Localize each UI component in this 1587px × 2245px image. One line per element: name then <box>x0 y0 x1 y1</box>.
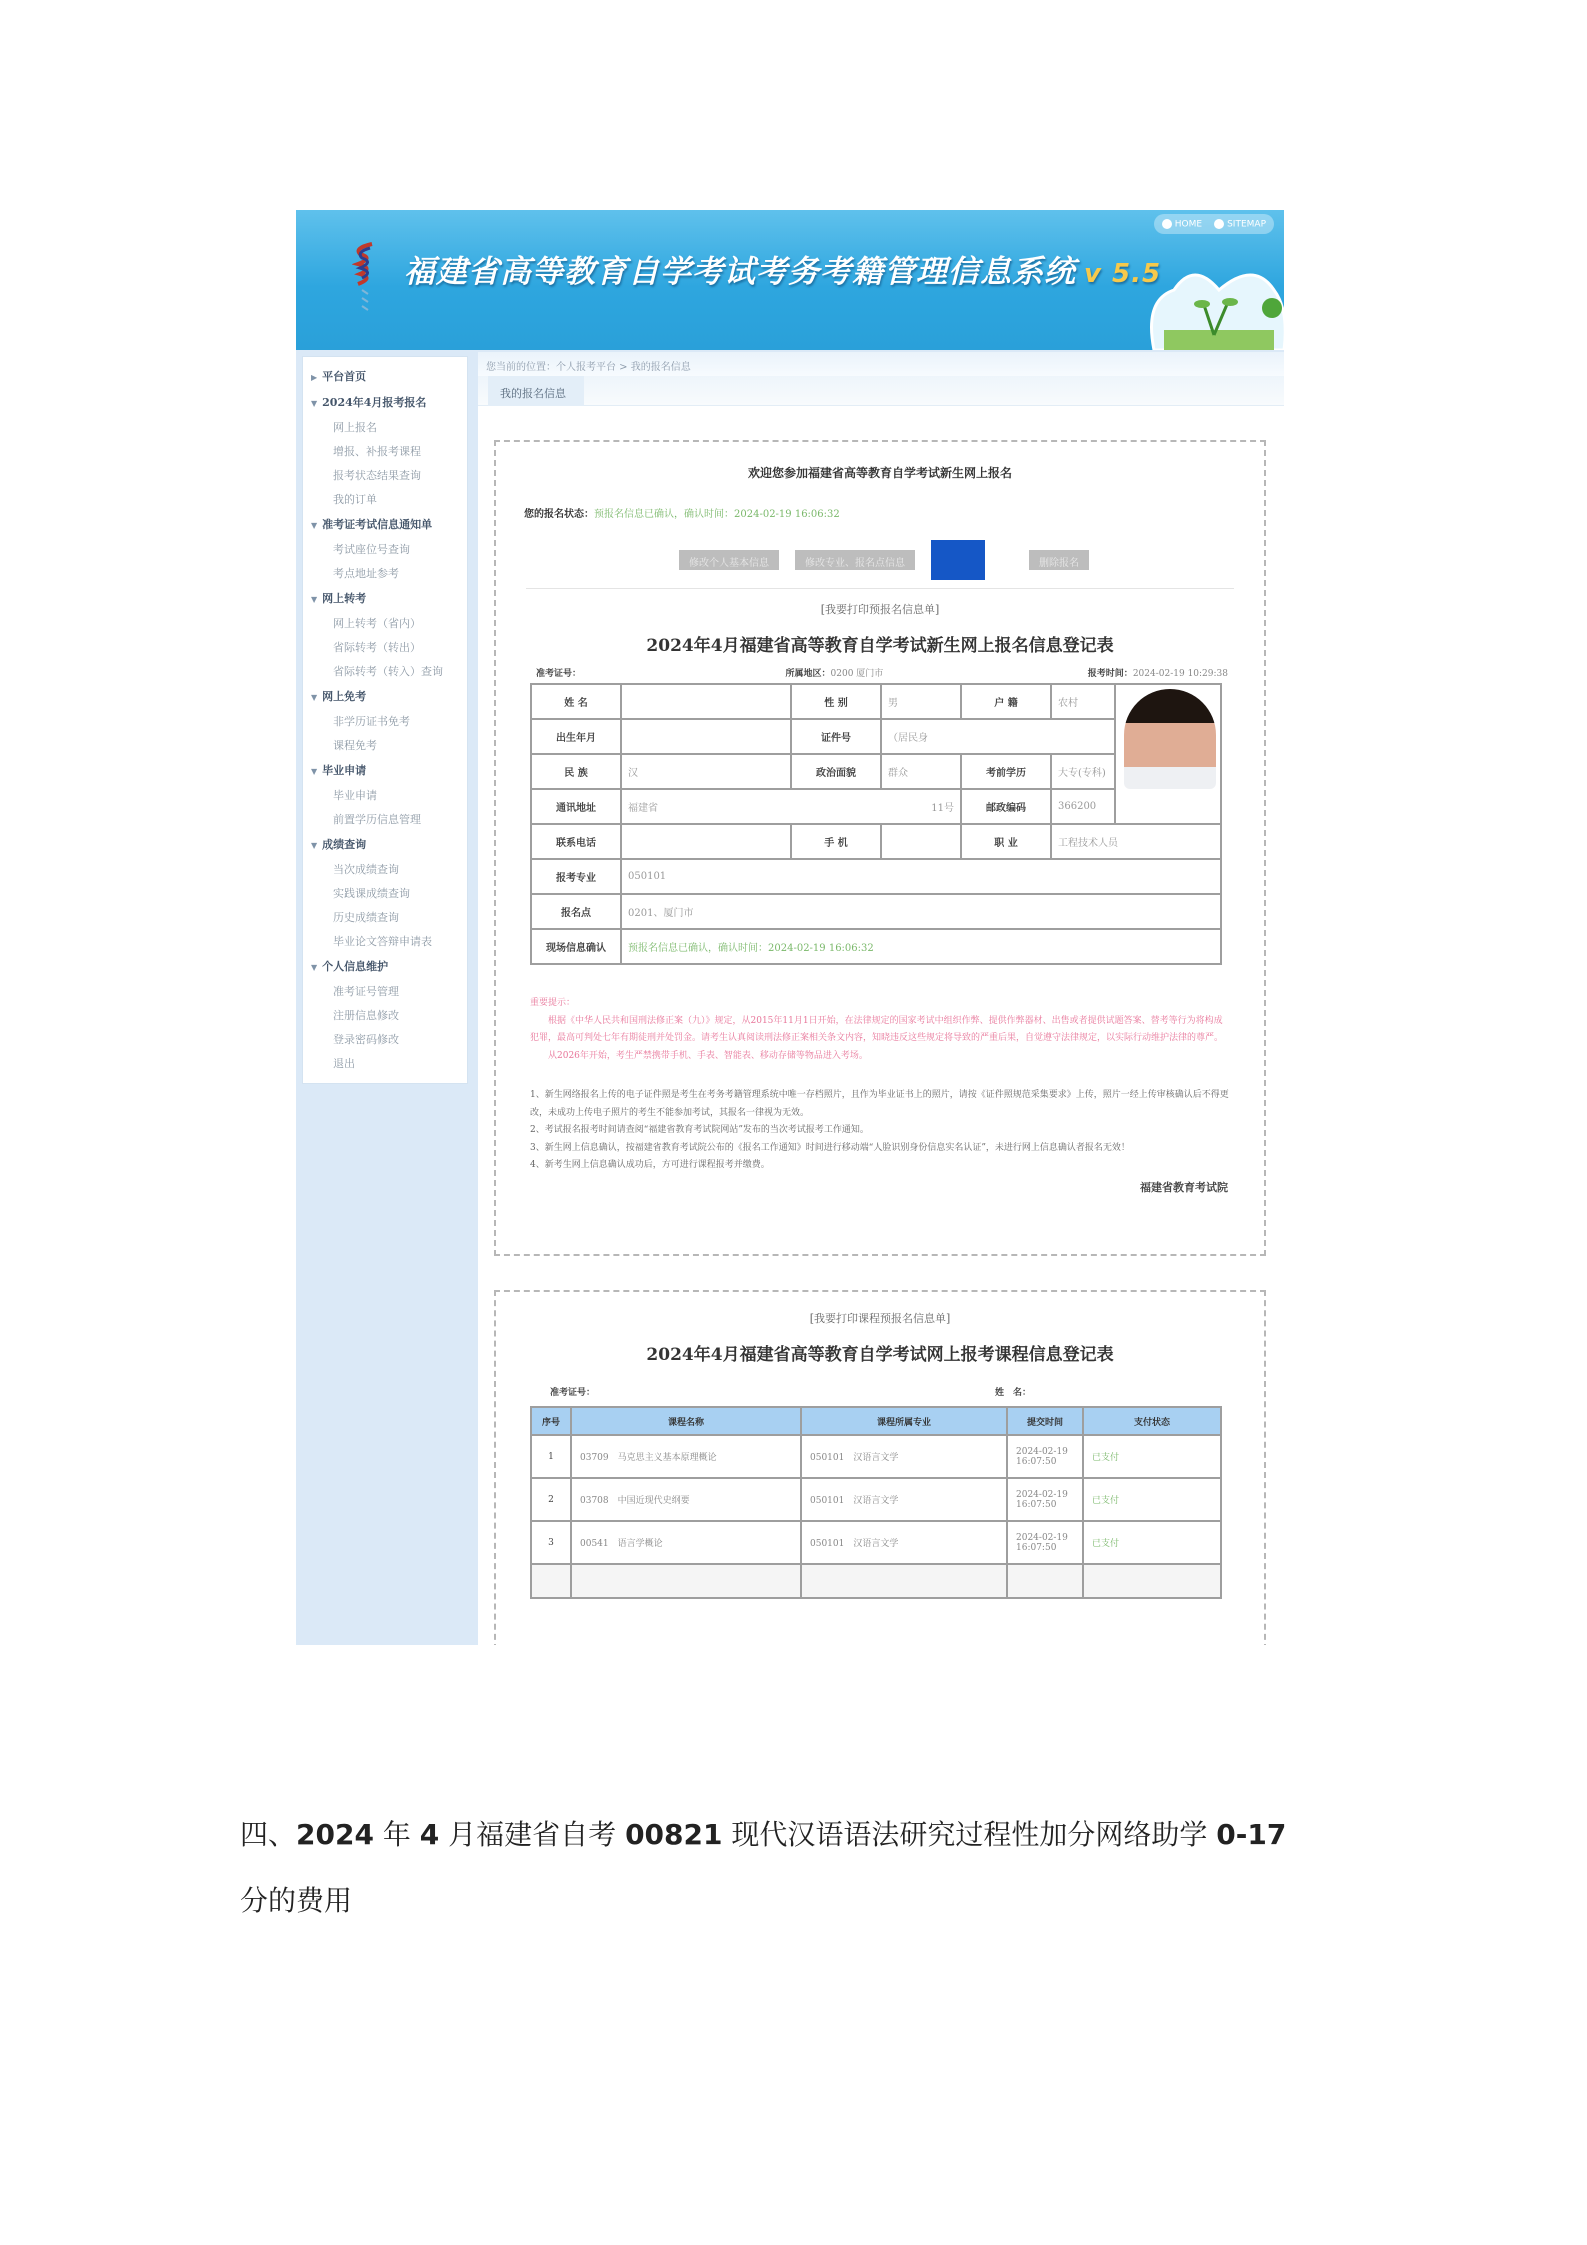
triangle-down-icon: ▼ <box>311 962 318 972</box>
table-row: 3 00541 语言学概论 050101 汉语言文学 2024-02-19 16:07:50 已支付 <box>531 1521 1221 1564</box>
home-icon <box>1162 219 1172 229</box>
menu-group-home[interactable]: ▶ 平台首页 <box>311 370 367 383</box>
menu-item[interactable]: 当次成绩查询 <box>333 863 399 876</box>
menu-group-profile[interactable]: ▼ 个人信息维护 <box>311 960 389 973</box>
highlighted-button[interactable] <box>931 540 985 580</box>
header-banner <box>296 210 1284 350</box>
signature: 福建省教育考试院 <box>1140 1180 1228 1194</box>
menu-group-admission[interactable]: ▼ 准考证考试信息通知单 <box>311 518 433 531</box>
triangle-down-icon: ▼ <box>311 692 318 702</box>
menu-item[interactable]: 实践课成绩查询 <box>333 887 410 900</box>
menu-item[interactable]: 非学历证书免考 <box>333 715 410 728</box>
menu-group-exemption[interactable]: ▼ 网上免考 <box>311 690 367 703</box>
course-meta: 准考证号： 姓 名： <box>550 1388 1032 1398</box>
menu-item[interactable]: 考试座位号查询 <box>333 543 410 556</box>
document-heading: 四、2024 年 4 月福建省自考 00821 现代汉语语法研究过程性加分网络助学 0-17 分的费用 <box>240 1818 1287 1917</box>
registration-rules: 1、新生网络报名上传的电子证件照是考生在考务考籍管理系统中唯一存档照片，且作为毕业证书上的照片，请按《证件照规范采集要求》上传，照片一经上传审核确认后不得更改，未成功上传电子照片的考生不能参加考试，其报名一律视为无效。 2、考试报名报考时间请查阅“福建省教育考试院网站”发布的当次考试报考工作通知。 3、新生网上信息确认，按福建省教育考试院公布的《报名工作通知》时间进行移动端“人脸识别身份信息实名认证”，未进行网上信息确认者报名无效！ 4、新考生网上信息确认成功后，方可进行课程报考并缴费。 <box>530 1090 1229 1171</box>
menu-item[interactable]: 增报、补报考课程 <box>333 445 421 458</box>
course-table: 序号 课程名称 课程所属专业 提交时间 支付状态 1 03709 马克思主义基本原理概论 050101 汉语言文学 2024-02-19 16:07:50 已支付 2 03708 中国近现代史纲要 050101 汉语言文学 2024-02-19 16:07:50 已支付 3 00541 语言学概论 050101 汉语言文学 2024-02-19 16:07:50 已支付 <box>530 1406 1222 1599</box>
sitemap-icon <box>1214 219 1224 229</box>
triangle-down-icon: ▼ <box>311 520 318 530</box>
version-label: v 5.5 <box>1084 259 1162 289</box>
sitemap-link[interactable]: SITEMAP <box>1214 219 1266 230</box>
sidebar-menu <box>302 356 468 1084</box>
menu-item[interactable]: 省际转考（转出） <box>333 641 421 654</box>
menu-item[interactable]: 省际转考（转入）查询 <box>333 665 443 678</box>
menu-item[interactable]: 准考证号管理 <box>333 985 399 998</box>
tab-bar <box>478 376 1284 406</box>
form-title: 2024年4月福建省高等教育自学考试新生网上报名信息登记表 <box>646 636 1114 656</box>
menu-item[interactable]: 网上报名 <box>333 421 377 434</box>
course-form-title: 2024年4月福建省高等教育自学考试网上报考课程信息登记表 <box>646 1345 1114 1365</box>
menu-item[interactable]: 前置学历信息管理 <box>333 813 421 826</box>
menu-item[interactable]: 课程免考 <box>333 739 377 752</box>
menu-item[interactable]: 考点地址参考 <box>333 567 399 580</box>
triangle-down-icon: ▼ <box>311 766 318 776</box>
menu-item-logout[interactable]: 退出 <box>333 1057 355 1070</box>
course-panel <box>494 1290 1266 1645</box>
menu-item[interactable]: 登录密码修改 <box>333 1033 399 1046</box>
status-value: 预报名信息已确认，确认时间：2024-02-19 16:06:32 <box>594 509 840 520</box>
welcome-text: 欢迎您参加福建省高等教育自学考试新生网上报名 <box>747 466 1012 480</box>
table-row: 2 03708 中国近现代史纲要 050101 汉语言文学 2024-02-19 16:07:50 已支付 <box>531 1478 1221 1521</box>
menu-item[interactable]: 毕业申请 <box>333 789 377 802</box>
top-links <box>1154 214 1274 234</box>
menu-item[interactable]: 历史成绩查询 <box>333 911 399 924</box>
delete-registration-button[interactable]: 删除报名 <box>1029 550 1089 570</box>
banner-scene-icon <box>1144 260 1284 350</box>
edit-major-site-button[interactable]: 修改专业、报名点信息 <box>795 550 915 570</box>
important-notice: 重要提示： 根据《中华人民共和国刑法修正案（九）》规定，从2015年11月1日开始，在法律规定的国家考试中组织作弊、提供作弊器材、出售或者提供试题答案、替考等行为将构成犯罪，最高可判处七年有期徒刑并处罚金。请考生认真阅读刑法修正案相关条文内容，知晓违反这些规定将导致的严重后果，自觉遵守法律规定，以实际行动维护法律的尊严。 从2026年开始，考生严禁携带手机、手表、智能表、移动存储等物品进入考场。 <box>530 998 1224 1061</box>
menu-item[interactable]: 注册信息修改 <box>333 1009 399 1022</box>
triangle-down-icon: ▼ <box>311 398 318 408</box>
menu-item[interactable]: 我的订单 <box>333 493 377 506</box>
triangle-down-icon: ▼ <box>311 840 318 850</box>
screenshot-frame <box>296 210 1284 1645</box>
table-row-empty <box>531 1564 1221 1598</box>
menu-group-scores[interactable]: ▼ 成绩查询 <box>311 838 367 851</box>
divider <box>526 588 1234 589</box>
triangle-right-icon: ▶ <box>311 372 318 382</box>
menu-group-registration[interactable]: ▼ 2024年4月报考报名 <box>311 396 427 409</box>
system-title: 福建省高等教育自学考试考务考籍管理信息系统 v 5.5 <box>404 254 1162 290</box>
applicant-photo <box>1115 684 1221 824</box>
menu-item[interactable]: 毕业论文答辩申请表 <box>333 935 432 948</box>
edit-personal-info-button[interactable]: 修改个人基本信息 <box>679 550 779 570</box>
form-meta: 准考证号： 所属地区：0200 厦门市 报考时间：2024-02-19 10:29:38 <box>536 669 1228 679</box>
main-content <box>478 352 1284 1645</box>
registration-status: 您的报名状态：预报名信息已确认，确认时间：2024-02-19 16:06:32 <box>524 509 840 520</box>
photo-avatar <box>1124 689 1216 789</box>
breadcrumb: 您当前的位置：个人报考平台 > 我的报名信息 <box>478 352 1284 376</box>
menu-group-graduation[interactable]: ▼ 毕业申请 <box>311 764 367 777</box>
logo-icon <box>352 240 378 312</box>
table-row: 1 03709 马克思主义基本原理概论 050101 汉语言文学 2024-02-19 16:07:50 已支付 <box>531 1435 1221 1478</box>
action-buttons <box>496 540 1264 580</box>
sidebar <box>296 352 474 1645</box>
triangle-down-icon: ▼ <box>311 594 318 604</box>
registration-panel <box>494 440 1266 1256</box>
print-registration-link[interactable]: [我要打印预报名信息单] <box>820 603 940 616</box>
menu-group-transfer[interactable]: ▼ 网上转考 <box>311 592 367 605</box>
home-link[interactable]: HOME <box>1162 219 1202 230</box>
menu-item[interactable]: 报考状态结果查询 <box>333 469 421 482</box>
print-course-link[interactable]: [我要打印课程预报名信息单] <box>809 1312 951 1325</box>
menu-item[interactable]: 网上转考（省内） <box>333 617 421 630</box>
registration-table: 姓 名 性 别 男 户 籍 农村 出生年月 证件号 （居民身 民 族 汉 政治面貌 群众 考前学历 大专(专科) 通讯地址 福建省 11号 邮政编码 366200 联系电话 手 机 职 业 工程技术人员 报考专业 050101 报名点 0201、厦门市 现场信息确认 预报名信息已确认，确认时间：2024-02-19 16:06:32 <box>530 683 1222 965</box>
tab-my-registration[interactable]: 我的报名信息 <box>488 376 584 406</box>
